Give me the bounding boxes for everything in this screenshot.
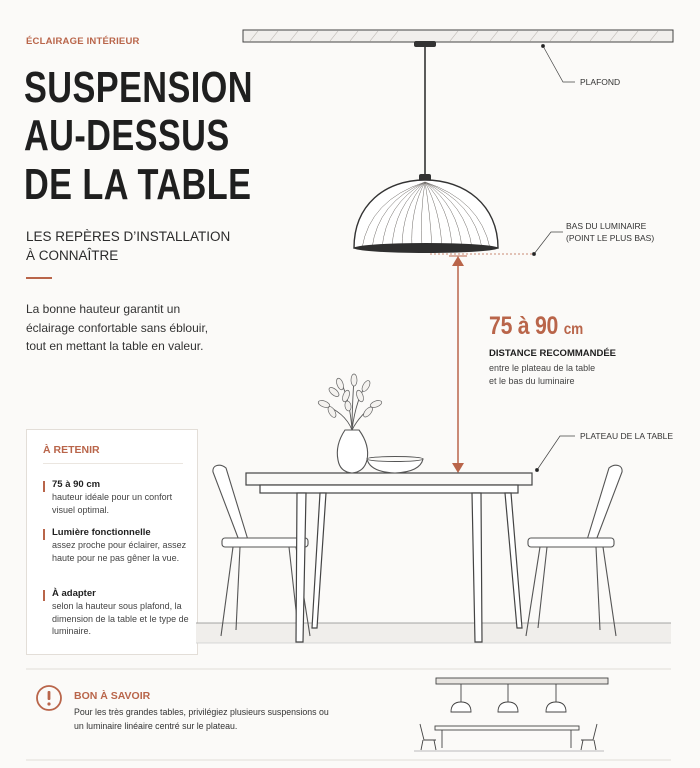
retenir-item-text: hauteur idéale pour un confort visuel optimal. <box>52 492 173 515</box>
bowl <box>367 457 423 474</box>
multi-pendant-illustration <box>414 678 608 751</box>
footer-title: BON À SAVOIR <box>74 690 151 702</box>
retenir-item-title: À adapter <box>52 588 96 599</box>
retenir-title: À RETENIR <box>43 444 100 456</box>
title-line-2: AU-DESSUS <box>24 111 230 161</box>
callout-bas-line-1: BAS DU LUMINAIRE <box>566 221 647 231</box>
title-line-1: SUSPENSION <box>24 63 253 112</box>
retenir-item-title: Lumière fonctionnelle <box>52 527 151 538</box>
subtitle-line-1: LES REPÈRES D’INSTALLATION <box>26 229 231 244</box>
callout-leaders <box>532 44 575 471</box>
warning-icon <box>35 684 63 712</box>
distance-value <box>489 312 583 341</box>
callout-plafond: PLAFOND <box>580 77 621 87</box>
distance-arrow <box>449 256 467 473</box>
retenir-item-text: selon la hauteur sous plafond, la dimension de la table et le type de luminaire. <box>52 601 189 637</box>
distance-unit: cm <box>563 321 583 338</box>
callout-bas-luminaire <box>566 221 654 245</box>
callout-bas-line-2: (POINT LE PLUS BAS) <box>566 232 655 243</box>
dining-table <box>246 473 532 642</box>
distance-desc-line-1: entre le plateau de la table <box>489 363 596 373</box>
subtitle-line-2: À CONNAÎTRE <box>26 247 119 263</box>
kicker-label: ÉCLAIRAGE INTÉRIEUR <box>26 36 140 47</box>
distance-number: 75 à 90 <box>489 312 559 340</box>
retenir-item-text: assez proche pour éclairer, assez haute pour ne pas gêner la vue. <box>52 540 187 563</box>
pendant-lamp <box>354 41 498 253</box>
retenir-item-title: 75 à 90 cm <box>52 479 101 490</box>
chair-right <box>526 465 622 636</box>
intro-paragraph: La bonne hauteur garantit un éclairage confortable sans éblouir, tout en mettant la table en valeur. <box>26 302 209 354</box>
title-line-3: DE LA TABLE <box>24 159 252 209</box>
callout-plateau: PLATEAU DE LA TABLE <box>580 431 674 441</box>
distance-desc-line-2: et le bas du luminaire <box>489 376 575 387</box>
distance-description <box>489 362 595 388</box>
distance-label: DISTANCE RECOMMANDÉE <box>489 348 617 359</box>
ceiling <box>243 30 673 42</box>
footer-text: Pour les très grandes tables, privilégiez plusieurs suspensions ou un luminaire linéaire centré sur le plateau. <box>74 707 329 731</box>
